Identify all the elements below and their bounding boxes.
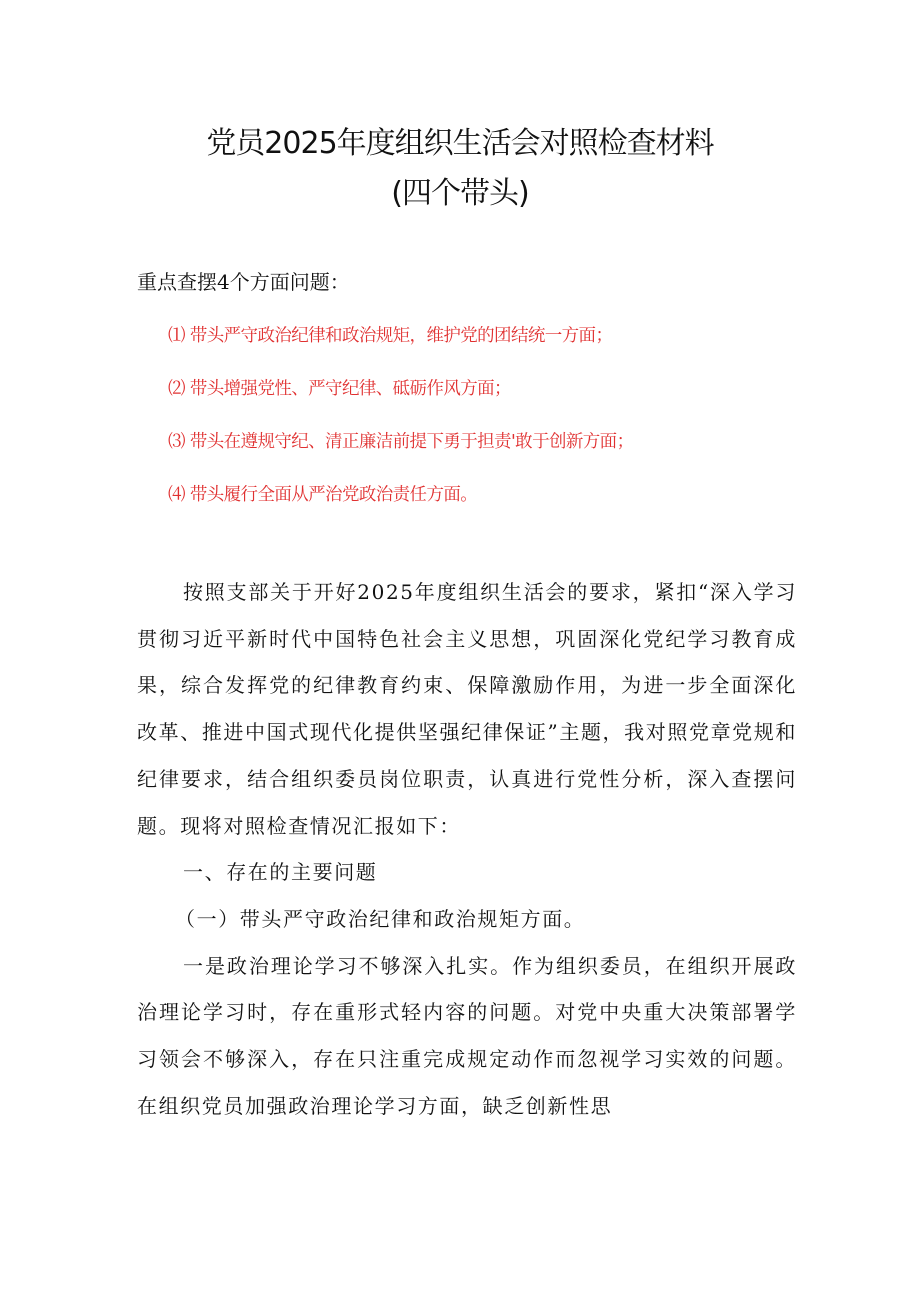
subsection-heading-1: （一）带头严守政治纪律和政治规矩方面。 — [175, 906, 586, 931]
focus-list — [168, 322, 633, 534]
focus-item-3: ⑶ 带头在遵规守纪、清正廉洁前提下勇于担责'敢于创新方面； — [168, 432, 634, 452]
document-subtitle: (四个带头) — [391, 176, 529, 211]
focus-item-4: ⑷ 带头履行全面从严治党政治责任方面。 — [168, 485, 478, 505]
focus-intro: 重点查摆4个方面问题： — [137, 270, 350, 294]
body-paragraph-intro: 按照支部关于开好2025年度组织生活会的要求，紧扣“深入学习贯彻习近平新时代中国特色社会主义思想，巩固深化党纪学习教育成果，综合发挥党的纪律教育约束、保障激励作用，为进一步全面深化改革、推进中国式现代化提供坚强纪律保证”主题，我对照党章党规和纪律要求，结合组织委员岗位职责，认真进行党性分析，深入查摆问题。现将对照检查情况汇报如下： — [137, 580, 797, 838]
document-title: 党员2025年度组织生活会对照检查材料 — [206, 126, 714, 161]
body-paragraph-point-1: 一是政治理论学习不够深入扎实。作为组织委员，在组织开展政治理论学习时，存在重形式轻内容的问题。对党中央重大决策部署学习领会不够深入，存在只注重完成规定动作而忽视学习实效的问题。在组织党员加强政治理论学习方面，缺乏创新性思 — [137, 953, 797, 1118]
focus-item-2: ⑵ 带头增强党性、严守纪律、砥砺作风方面； — [168, 379, 511, 399]
body-text — [137, 569, 797, 1129]
section-heading-problems: 一、存在的主要问题 — [183, 860, 378, 885]
focus-item-1: ⑴ 带头严守政治纪律和政治规矩，维护党的团结统一方面； — [168, 326, 613, 346]
